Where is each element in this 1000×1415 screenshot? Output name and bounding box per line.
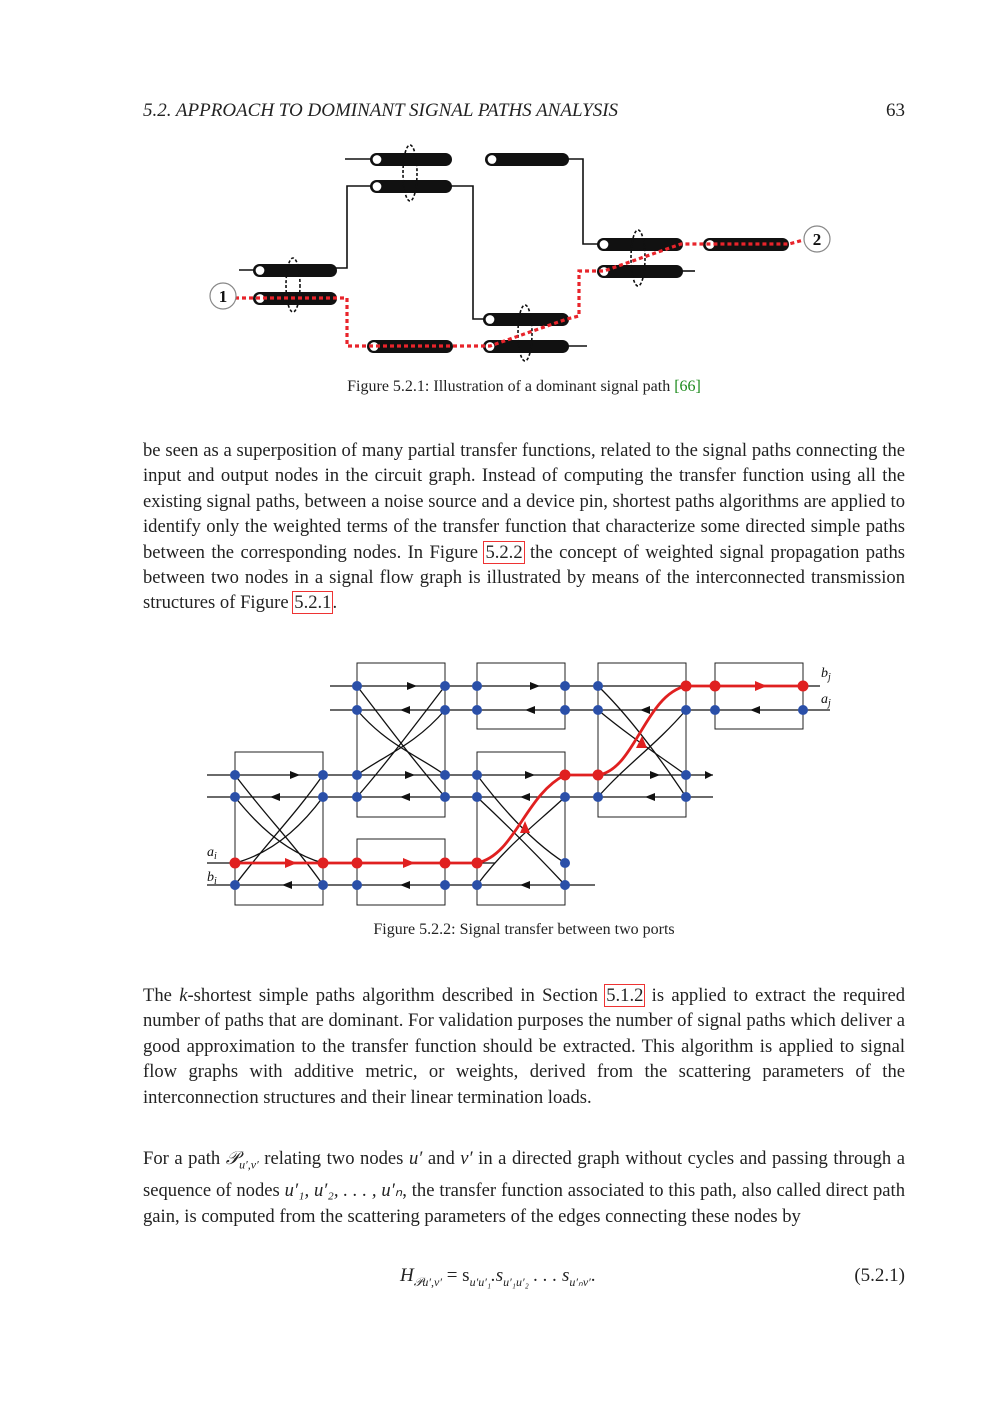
text-run: For a path: [143, 1148, 226, 1169]
text-run: The: [143, 985, 180, 1006]
figure-5-2-1-caption: [143, 378, 905, 396]
math-k: k: [179, 985, 188, 1006]
body-paragraph-2: [143, 983, 905, 1110]
math-v: v′: [460, 1148, 473, 1169]
text-run: , the transfer function associated to this path, also called direct path gain, is computed from the scattering parameters of the edges connecting these nodes by: [143, 1180, 905, 1227]
node-1-label: 1: [218, 287, 228, 306]
tl-bar: [483, 340, 569, 353]
label-ai: a: [207, 845, 214, 860]
figure-ref-link[interactable]: 5.2.1: [294, 592, 332, 614]
tl-bar: [597, 265, 683, 278]
figure-5-2-1: [195, 138, 845, 368]
math-u: u′: [408, 1148, 423, 1169]
node-2-label: 2: [812, 230, 822, 249]
body-paragraph-1: [143, 438, 905, 616]
section-title: 5.2. APPROACH TO DOMINANT SIGNAL PATHS ANALYSIS: [143, 100, 619, 121]
text-run: in a directed graph without cycles and passing through a sequence of nodes: [143, 1148, 905, 1202]
svg-text:aj: $a_j$: [821, 692, 831, 709]
running-header: [143, 100, 905, 126]
math-path-symbol: 𝒫: [225, 1148, 240, 1169]
text-run: and: [422, 1148, 461, 1169]
math-path-sub: u′,v′: [239, 1157, 259, 1172]
citation-link[interactable]: [66]: [674, 378, 701, 395]
text-run: is applied to extract the required number of paths that are dominant. For validation purposes the number of signal paths which deliver a good approximation to the transfer function should be extracted. This algorithm is applied to signal flow graphs with additive metric, or weights, derived from the scattering parameters of the interconnection structures and their linear termination loads.: [143, 985, 905, 1108]
text-run: .: [332, 592, 338, 614]
section-ref-link[interactable]: 5.1.2: [606, 985, 644, 1006]
blue-nodes: [230, 681, 808, 890]
label-bj: b: [821, 666, 828, 681]
text-run: -shortest simple paths algorithm described in Section: [187, 985, 606, 1006]
svg-text:bi: $b_i$: [207, 870, 217, 887]
text-run: the concept of weighted signal propagation paths between two nodes in a signal flow graph is illustrated by means of the interconnected transmission structures of Figure: [143, 541, 905, 614]
wire-connections: [239, 159, 695, 346]
equation-body: $H_{𝒫u',v'} = s_{u'u'_1}.s_{u'_1u'_2}$ . . . $s_{u'_nv'}$.: [400, 1265, 596, 1289]
svg-text:ai: $a_i$: [207, 845, 217, 862]
figure-ref-link[interactable]: 5.2.2: [485, 541, 523, 563]
svg-text:bj: $b_j$: [821, 666, 831, 683]
node-2: [804, 226, 830, 252]
bar-end-ports: [255, 155, 715, 352]
text-run: relating two nodes: [258, 1148, 409, 1169]
sfg-edges: [207, 686, 830, 885]
transmission-line-bars: [253, 153, 789, 353]
node-1: [210, 283, 236, 309]
body-paragraph-3: [143, 1146, 905, 1229]
sfg-blocks: [235, 663, 803, 905]
coupling-rings: [286, 145, 645, 361]
label-aj: a: [821, 692, 828, 707]
tl-bar: [597, 238, 683, 251]
equation-5-2-1: [143, 1265, 905, 1295]
caption-text: Figure 5.2.1: Illustration of a dominant signal path: [347, 378, 675, 395]
figure-5-2-2: [195, 655, 845, 913]
figure-5-2-2-caption: Figure 5.2.2: Signal transfer between two ports: [373, 921, 675, 938]
text-run: be seen as a superposition of many partial transfer functions, related to the signal paths connecting the input and output nodes in the circuit graph. Instead of computing the transfer function using all the existing signal paths, between a noise source and a device pin, shortest paths algorithms are applied to identify only the weighted terms of the transfer function that characterize some directed simple paths between the corresponding nodes. In Figure: [143, 440, 905, 563]
page-number: 63: [886, 100, 905, 121]
math-node-sequence: u′₁, u′₂, . . . , u′ₙ: [284, 1180, 403, 1202]
label-bi: b: [207, 870, 214, 885]
equation-number: (5.2.1): [854, 1265, 905, 1286]
